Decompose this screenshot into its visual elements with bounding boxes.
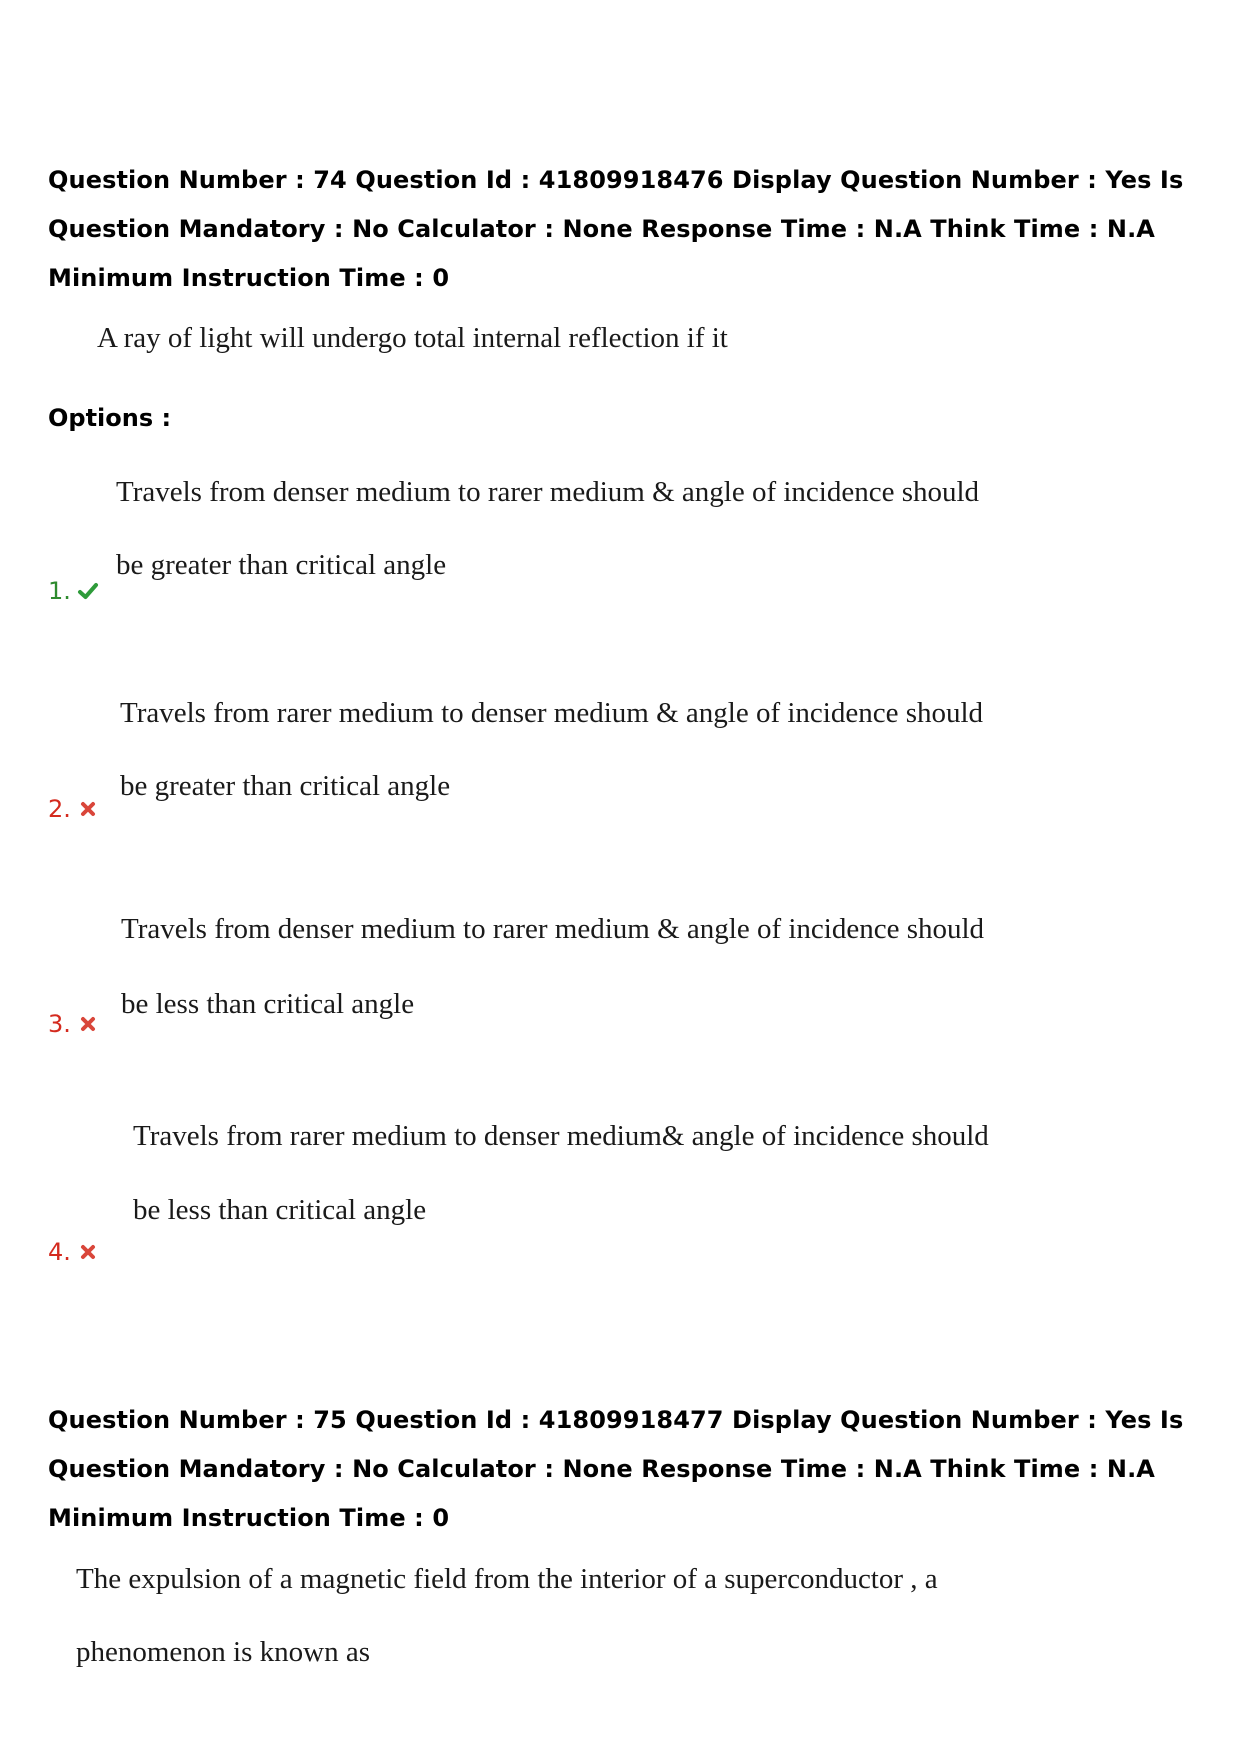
option-4-marker xyxy=(48,1238,99,1266)
option-3-number: 3. xyxy=(48,1010,71,1038)
question-74-text: A ray of light will undergo total internal reflection if it xyxy=(97,322,728,354)
option-4-number: 4. xyxy=(48,1238,71,1266)
option-2-number: 2. xyxy=(48,795,71,823)
question-75-text-line2: phenomenon is known as xyxy=(76,1636,370,1668)
option-2-text-line1: Travels from rarer medium to denser medium & angle of incidence should xyxy=(120,697,984,729)
option-4-text-line2: be less than critical angle xyxy=(133,1194,427,1226)
option-1-marker xyxy=(48,577,99,605)
options-label: Options : xyxy=(48,404,172,432)
question-75-text-line1: The expulsion of a magnetic field from the interior of a superconductor , a xyxy=(76,1563,938,1595)
option-3-text-line2: be less than critical angle xyxy=(121,988,415,1020)
option-3-marker xyxy=(48,1010,99,1038)
check-icon xyxy=(77,580,99,602)
option-2-marker xyxy=(48,795,99,823)
cross-icon xyxy=(77,1241,99,1263)
cross-icon xyxy=(77,1013,99,1035)
option-1-text-line2: be greater than critical angle xyxy=(116,549,447,581)
option-1-text-line1: Travels from denser medium to rarer medium & angle of incidence should xyxy=(116,476,980,508)
question-75-header: Question Number : 75 Question Id : 41809918477 Display Question Number : Yes Is Question Mandatory : No Calculator : None Response Time : N.A Think Time : N.A Minimum Instruction Time : 0 xyxy=(48,1406,1184,1532)
option-1-number: 1. xyxy=(48,577,71,605)
option-4-text-line1: Travels from rarer medium to denser medium& angle of incidence should xyxy=(133,1120,989,1152)
question-74-header: Question Number : 74 Question Id : 41809918476 Display Question Number : Yes Is Question Mandatory : No Calculator : None Response Time : N.A Think Time : N.A Minimum Instruction Time : 0 xyxy=(48,166,1184,292)
option-3-text-line1: Travels from denser medium to rarer medium & angle of incidence should xyxy=(121,913,985,945)
option-2-text-line2: be greater than critical angle xyxy=(120,770,451,802)
cross-icon xyxy=(77,798,99,820)
